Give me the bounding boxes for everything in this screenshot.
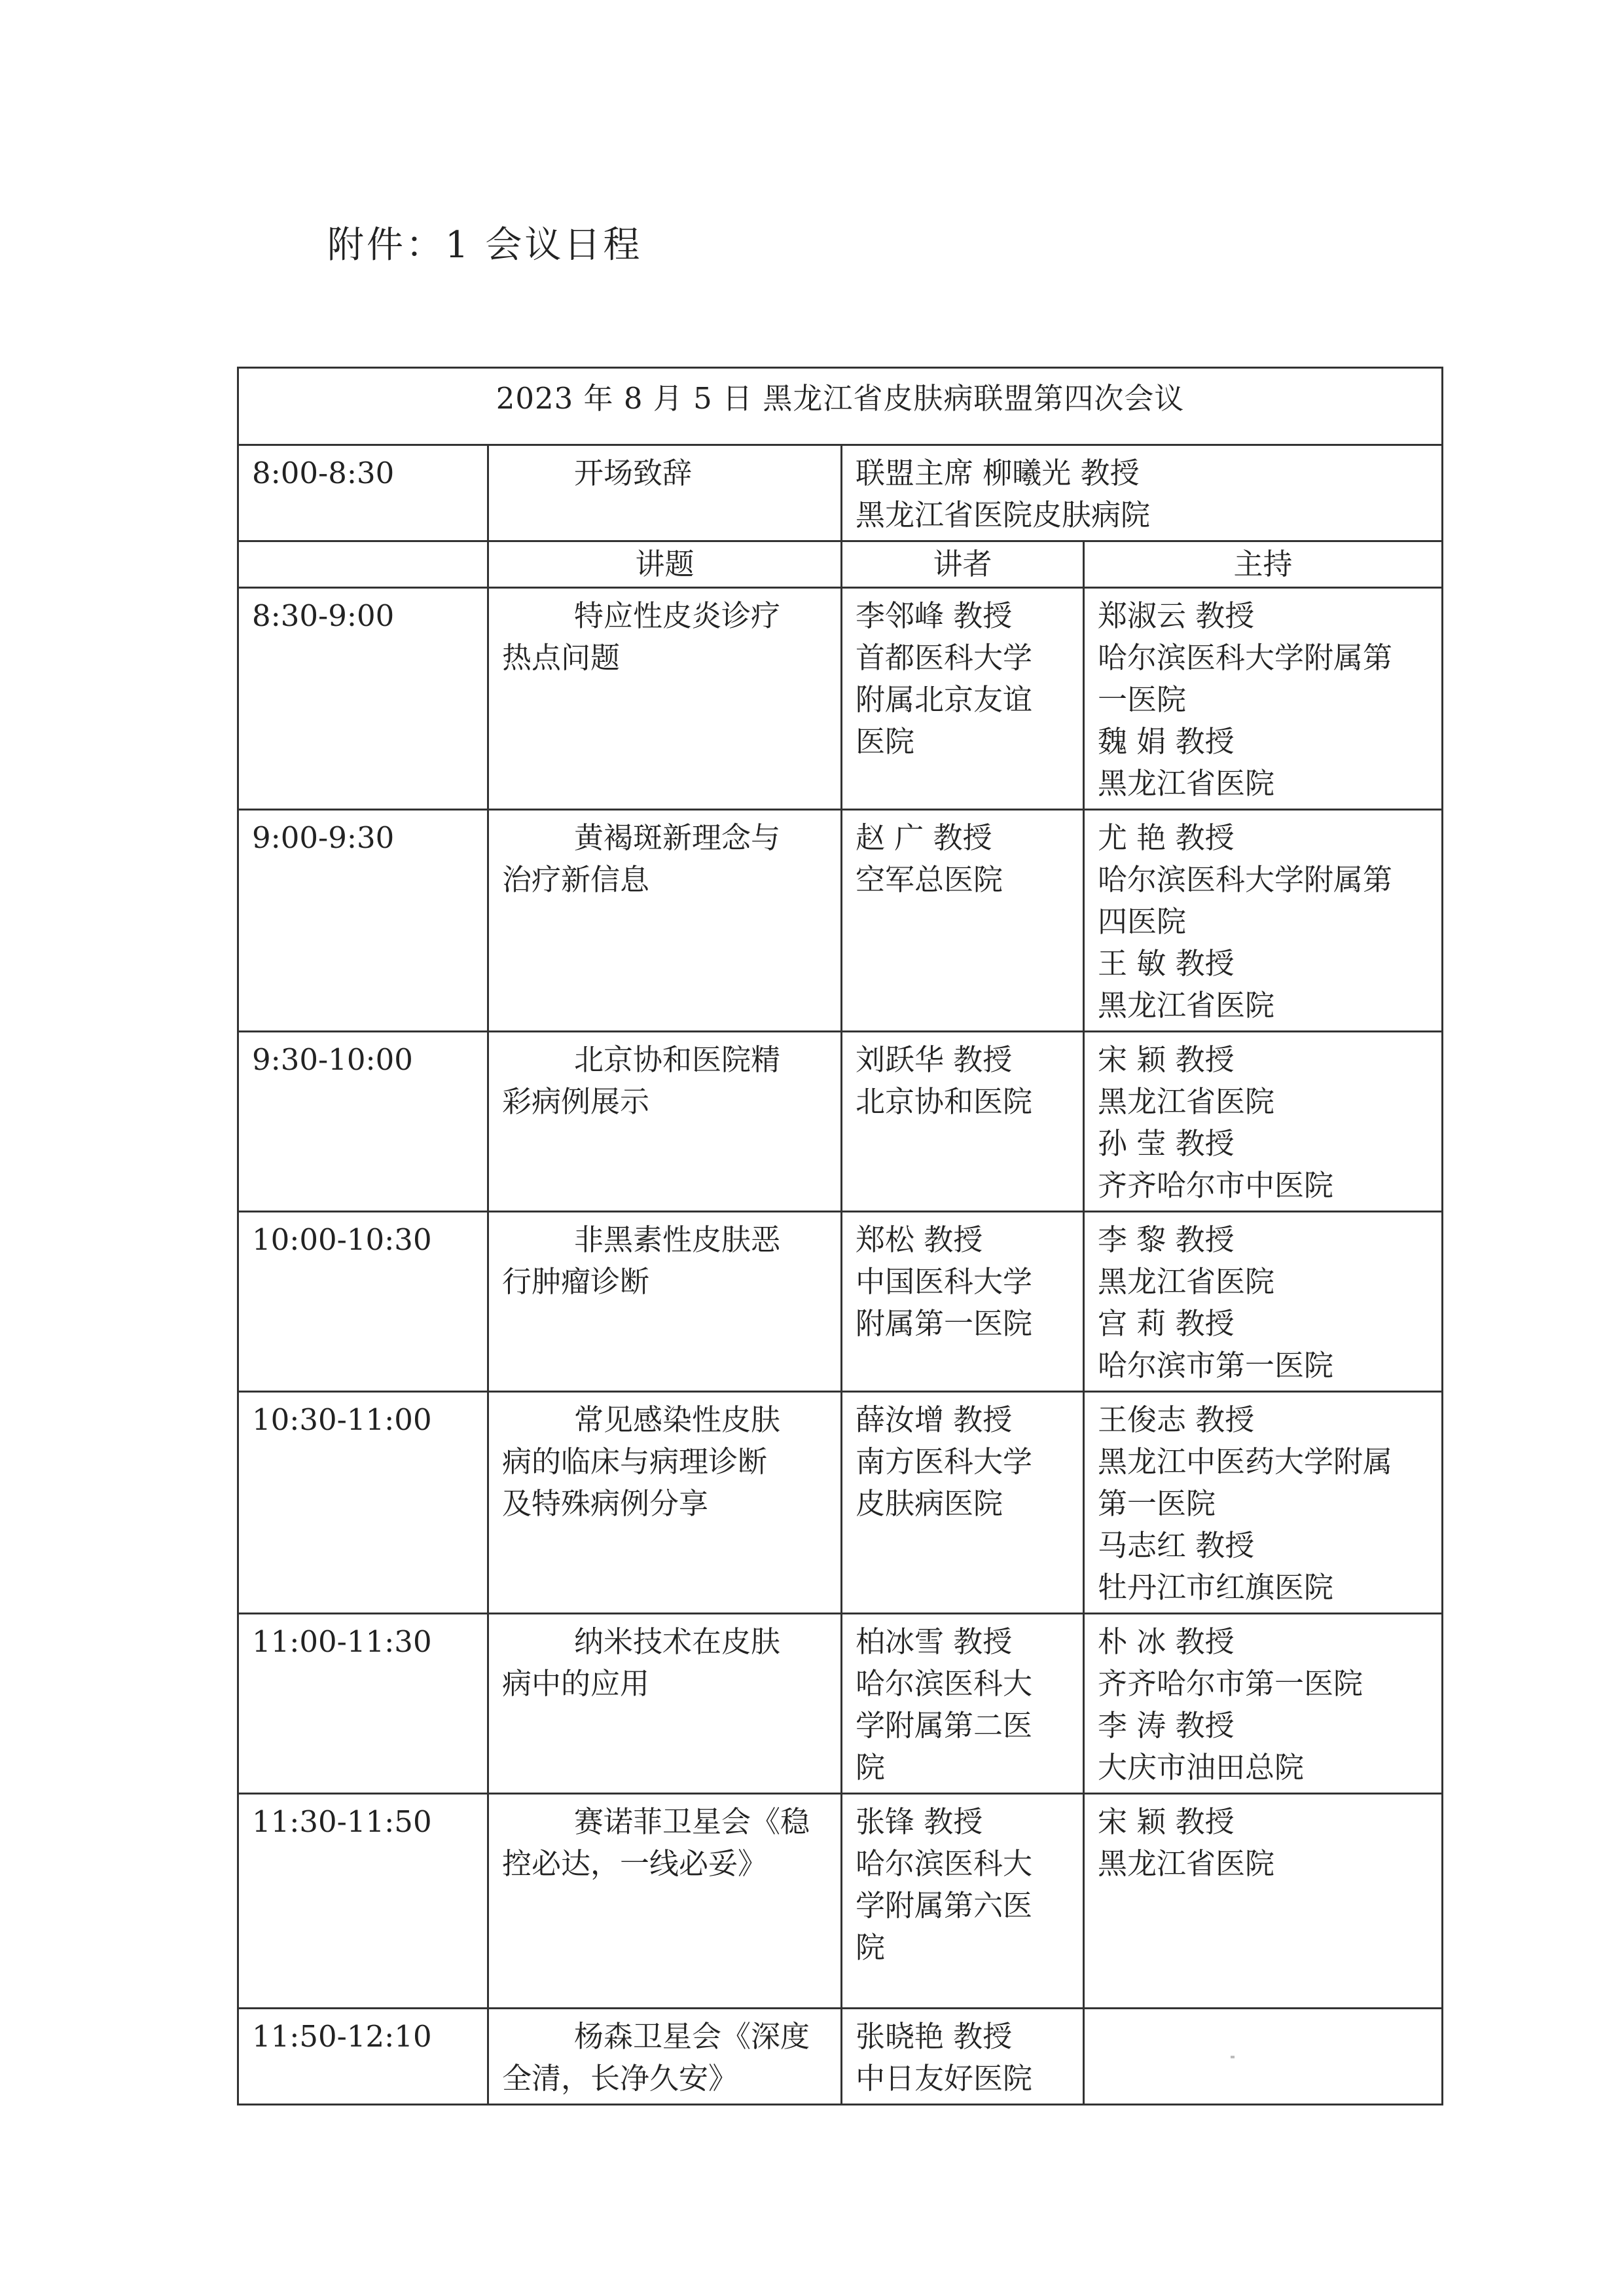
session-host-line: 宋 颖 教授 [1098, 1804, 1235, 1839]
session-host-line: 黑龙江省医院 [1098, 1084, 1275, 1119]
session-speaker-line: 南方医科大学 [856, 1444, 1033, 1479]
session-topic-line: 赛诺菲卫星会《稳 [574, 1804, 810, 1839]
column-header-host: 主持 [1084, 541, 1443, 588]
session-topic-line: 特应性皮炎诊疗 [574, 598, 781, 633]
opening-row [238, 445, 1443, 541]
attachment-title: 附件：1 会议日程 [327, 224, 643, 266]
opening-title: 开场致辞 [488, 445, 842, 541]
session-time: 11:00-11:30 [238, 1614, 488, 1794]
session-topic [488, 1794, 842, 2009]
session-topic-line: 纳米技术在皮肤 [574, 1624, 781, 1659]
session-speaker-line: 哈尔滨医科大 [856, 1666, 1033, 1701]
session-speaker-line: 薛汝增 教授 [856, 1402, 1013, 1437]
session-host-line: 第一医院 [1098, 1486, 1216, 1521]
session-time: 9:00-9:30 [238, 810, 488, 1032]
session-speaker-line: 附属北京友谊 [856, 682, 1033, 717]
session-speaker [842, 1212, 1084, 1392]
session-topic-line: 病中的应用 [502, 1666, 650, 1701]
session-host-line: 郑淑云 教授 [1098, 598, 1255, 633]
session-row [238, 1032, 1443, 1212]
session-topic [488, 1032, 842, 1212]
session-row [238, 1392, 1443, 1614]
session-speaker-line: 医院 [856, 724, 915, 759]
session-speaker-line: 郑松 教授 [856, 1222, 983, 1257]
session-topic-line: 北京协和医院精 [574, 1042, 781, 1077]
session-speaker [842, 810, 1084, 1032]
session-topic-line: 病的临床与病理诊断 [502, 1444, 768, 1479]
session-speaker-line: 学附属第二医 [856, 1708, 1033, 1743]
session-row [238, 1614, 1443, 1794]
session-speaker-line: 首都医科大学 [856, 640, 1033, 675]
meeting-header-row [238, 368, 1443, 445]
session-topic-line: 黄褐斑新理念与 [574, 820, 781, 855]
session-topic-line: 非黑素性皮肤恶 [574, 1222, 781, 1257]
column-header-time [238, 541, 488, 588]
session-topic-line: 控必达，一线必妥》 [502, 1846, 768, 1881]
session-topic-line: 全清，长净久安》 [502, 2061, 738, 2096]
session-topic [488, 810, 842, 1032]
session-speaker-line: 学附属第六医 [856, 1888, 1033, 1923]
column-header-speaker: 讲者 [842, 541, 1084, 588]
session-host-line: 一医院 [1098, 682, 1187, 717]
session-host-line: 王 敏 教授 [1098, 946, 1235, 981]
session-host-line: 大庆市油田总院 [1098, 1750, 1305, 1785]
session-host-line: 马志红 教授 [1098, 1528, 1255, 1563]
session-row [238, 588, 1443, 810]
session-topic-line: 行肿瘤诊断 [502, 1264, 650, 1299]
session-topic-line: 杨森卫星会《深度 [574, 2019, 810, 2054]
session-speaker [842, 1032, 1084, 1212]
session-host-line: 尤 艳 教授 [1098, 820, 1235, 855]
session-topic [488, 588, 842, 810]
schedule-table [237, 367, 1443, 2105]
session-speaker-line: 李邻峰 教授 [856, 598, 1013, 633]
opening-time: 8:00-8:30 [238, 445, 488, 541]
session-speaker [842, 588, 1084, 810]
session-host-line: 四医院 [1098, 904, 1187, 939]
opening-speaker [842, 445, 1443, 541]
session-host [1084, 1392, 1443, 1614]
session-host-line: 朴 冰 教授 [1098, 1624, 1235, 1659]
session-topic [488, 1212, 842, 1392]
session-time: 9:30-10:00 [238, 1032, 488, 1212]
session-speaker-line: 刘跃华 教授 [856, 1042, 1013, 1077]
session-time: 11:30-11:50 [238, 1794, 488, 2009]
session-topic [488, 1614, 842, 1794]
session-host [1084, 2009, 1443, 2105]
session-host [1084, 1032, 1443, 1212]
session-host-line: 宫 莉 教授 [1098, 1306, 1235, 1341]
session-speaker-line: 张晓艳 教授 [856, 2019, 1013, 2054]
session-host-line: 李 涛 教授 [1098, 1708, 1235, 1743]
session-topic-line: 热点问题 [502, 640, 621, 675]
session-time: 10:00-10:30 [238, 1212, 488, 1392]
session-host-line: 黑龙江省医院 [1098, 1846, 1275, 1881]
session-host-line: 齐齐哈尔市第一医院 [1098, 1666, 1363, 1701]
session-host-line: 黑龙江中医药大学附属 [1098, 1444, 1393, 1479]
session-topic [488, 1392, 842, 1614]
session-time: 11:50-12:10 [238, 2009, 488, 2105]
scan-speck [1231, 2056, 1235, 2058]
session-speaker-line: 皮肤病医院 [856, 1486, 1003, 1521]
session-host [1084, 588, 1443, 810]
session-speaker [842, 1794, 1084, 2009]
session-host-line: 哈尔滨市第一医院 [1098, 1348, 1334, 1383]
session-topic-line: 常见感染性皮肤 [574, 1402, 781, 1437]
session-row [238, 2009, 1443, 2105]
session-speaker-line: 院 [856, 1930, 886, 1965]
session-speaker-line: 院 [856, 1750, 886, 1785]
meeting-header: 2023 年 8 月 5 日 黑龙江省皮肤病联盟第四次会议 [238, 368, 1443, 445]
session-host-line: 王俊志 教授 [1098, 1402, 1255, 1437]
session-host-line: 黑龙江省医院 [1098, 988, 1275, 1023]
session-speaker [842, 2009, 1084, 2105]
session-host [1084, 1614, 1443, 1794]
session-topic-line: 彩病例展示 [502, 1084, 650, 1119]
session-speaker-line: 赵 广 教授 [856, 820, 992, 855]
session-host-line: 李 黎 教授 [1098, 1222, 1235, 1257]
session-topic-line: 及特殊病例分享 [502, 1486, 709, 1521]
session-row [238, 1212, 1443, 1392]
session-speaker-line: 中日友好医院 [856, 2061, 1033, 2096]
opening-speaker-line: 联盟主席 柳曦光 教授 [856, 456, 1140, 490]
session-speaker-line: 北京协和医院 [856, 1084, 1033, 1119]
session-host-line: 牡丹江市红旗医院 [1098, 1570, 1334, 1605]
session-speaker [842, 1392, 1084, 1614]
opening-speaker-line: 黑龙江省医院皮肤病院 [856, 498, 1151, 532]
session-host [1084, 810, 1443, 1032]
session-time: 10:30-11:00 [238, 1392, 488, 1614]
session-host-line: 魏 娟 教授 [1098, 724, 1235, 759]
session-speaker-line: 柏冰雪 教授 [856, 1624, 1013, 1659]
session-speaker-line: 张锋 教授 [856, 1804, 983, 1839]
session-host-line: 黑龙江省医院 [1098, 1264, 1275, 1299]
column-header-topic: 讲题 [488, 541, 842, 588]
session-host-line: 孙 莹 教授 [1098, 1126, 1235, 1161]
session-time: 8:30-9:00 [238, 588, 488, 810]
session-row [238, 1794, 1443, 2009]
session-host-line: 宋 颖 教授 [1098, 1042, 1235, 1077]
session-host [1084, 1794, 1443, 2009]
session-speaker-line: 哈尔滨医科大 [856, 1846, 1033, 1881]
session-host-line: 齐齐哈尔市中医院 [1098, 1168, 1334, 1203]
session-topic [488, 2009, 842, 2105]
session-host-line: 哈尔滨医科大学附属第 [1098, 640, 1393, 675]
session-speaker-line: 附属第一医院 [856, 1306, 1033, 1341]
session-topic-line: 治疗新信息 [502, 862, 650, 897]
column-header-row [238, 541, 1443, 588]
session-host-line: 哈尔滨医科大学附属第 [1098, 862, 1393, 897]
session-speaker-line: 空军总医院 [856, 862, 1003, 897]
session-speaker-line: 中国医科大学 [856, 1264, 1033, 1299]
session-host [1084, 1212, 1443, 1392]
session-row [238, 810, 1443, 1032]
session-host-line: 黑龙江省医院 [1098, 766, 1275, 801]
session-speaker [842, 1614, 1084, 1794]
